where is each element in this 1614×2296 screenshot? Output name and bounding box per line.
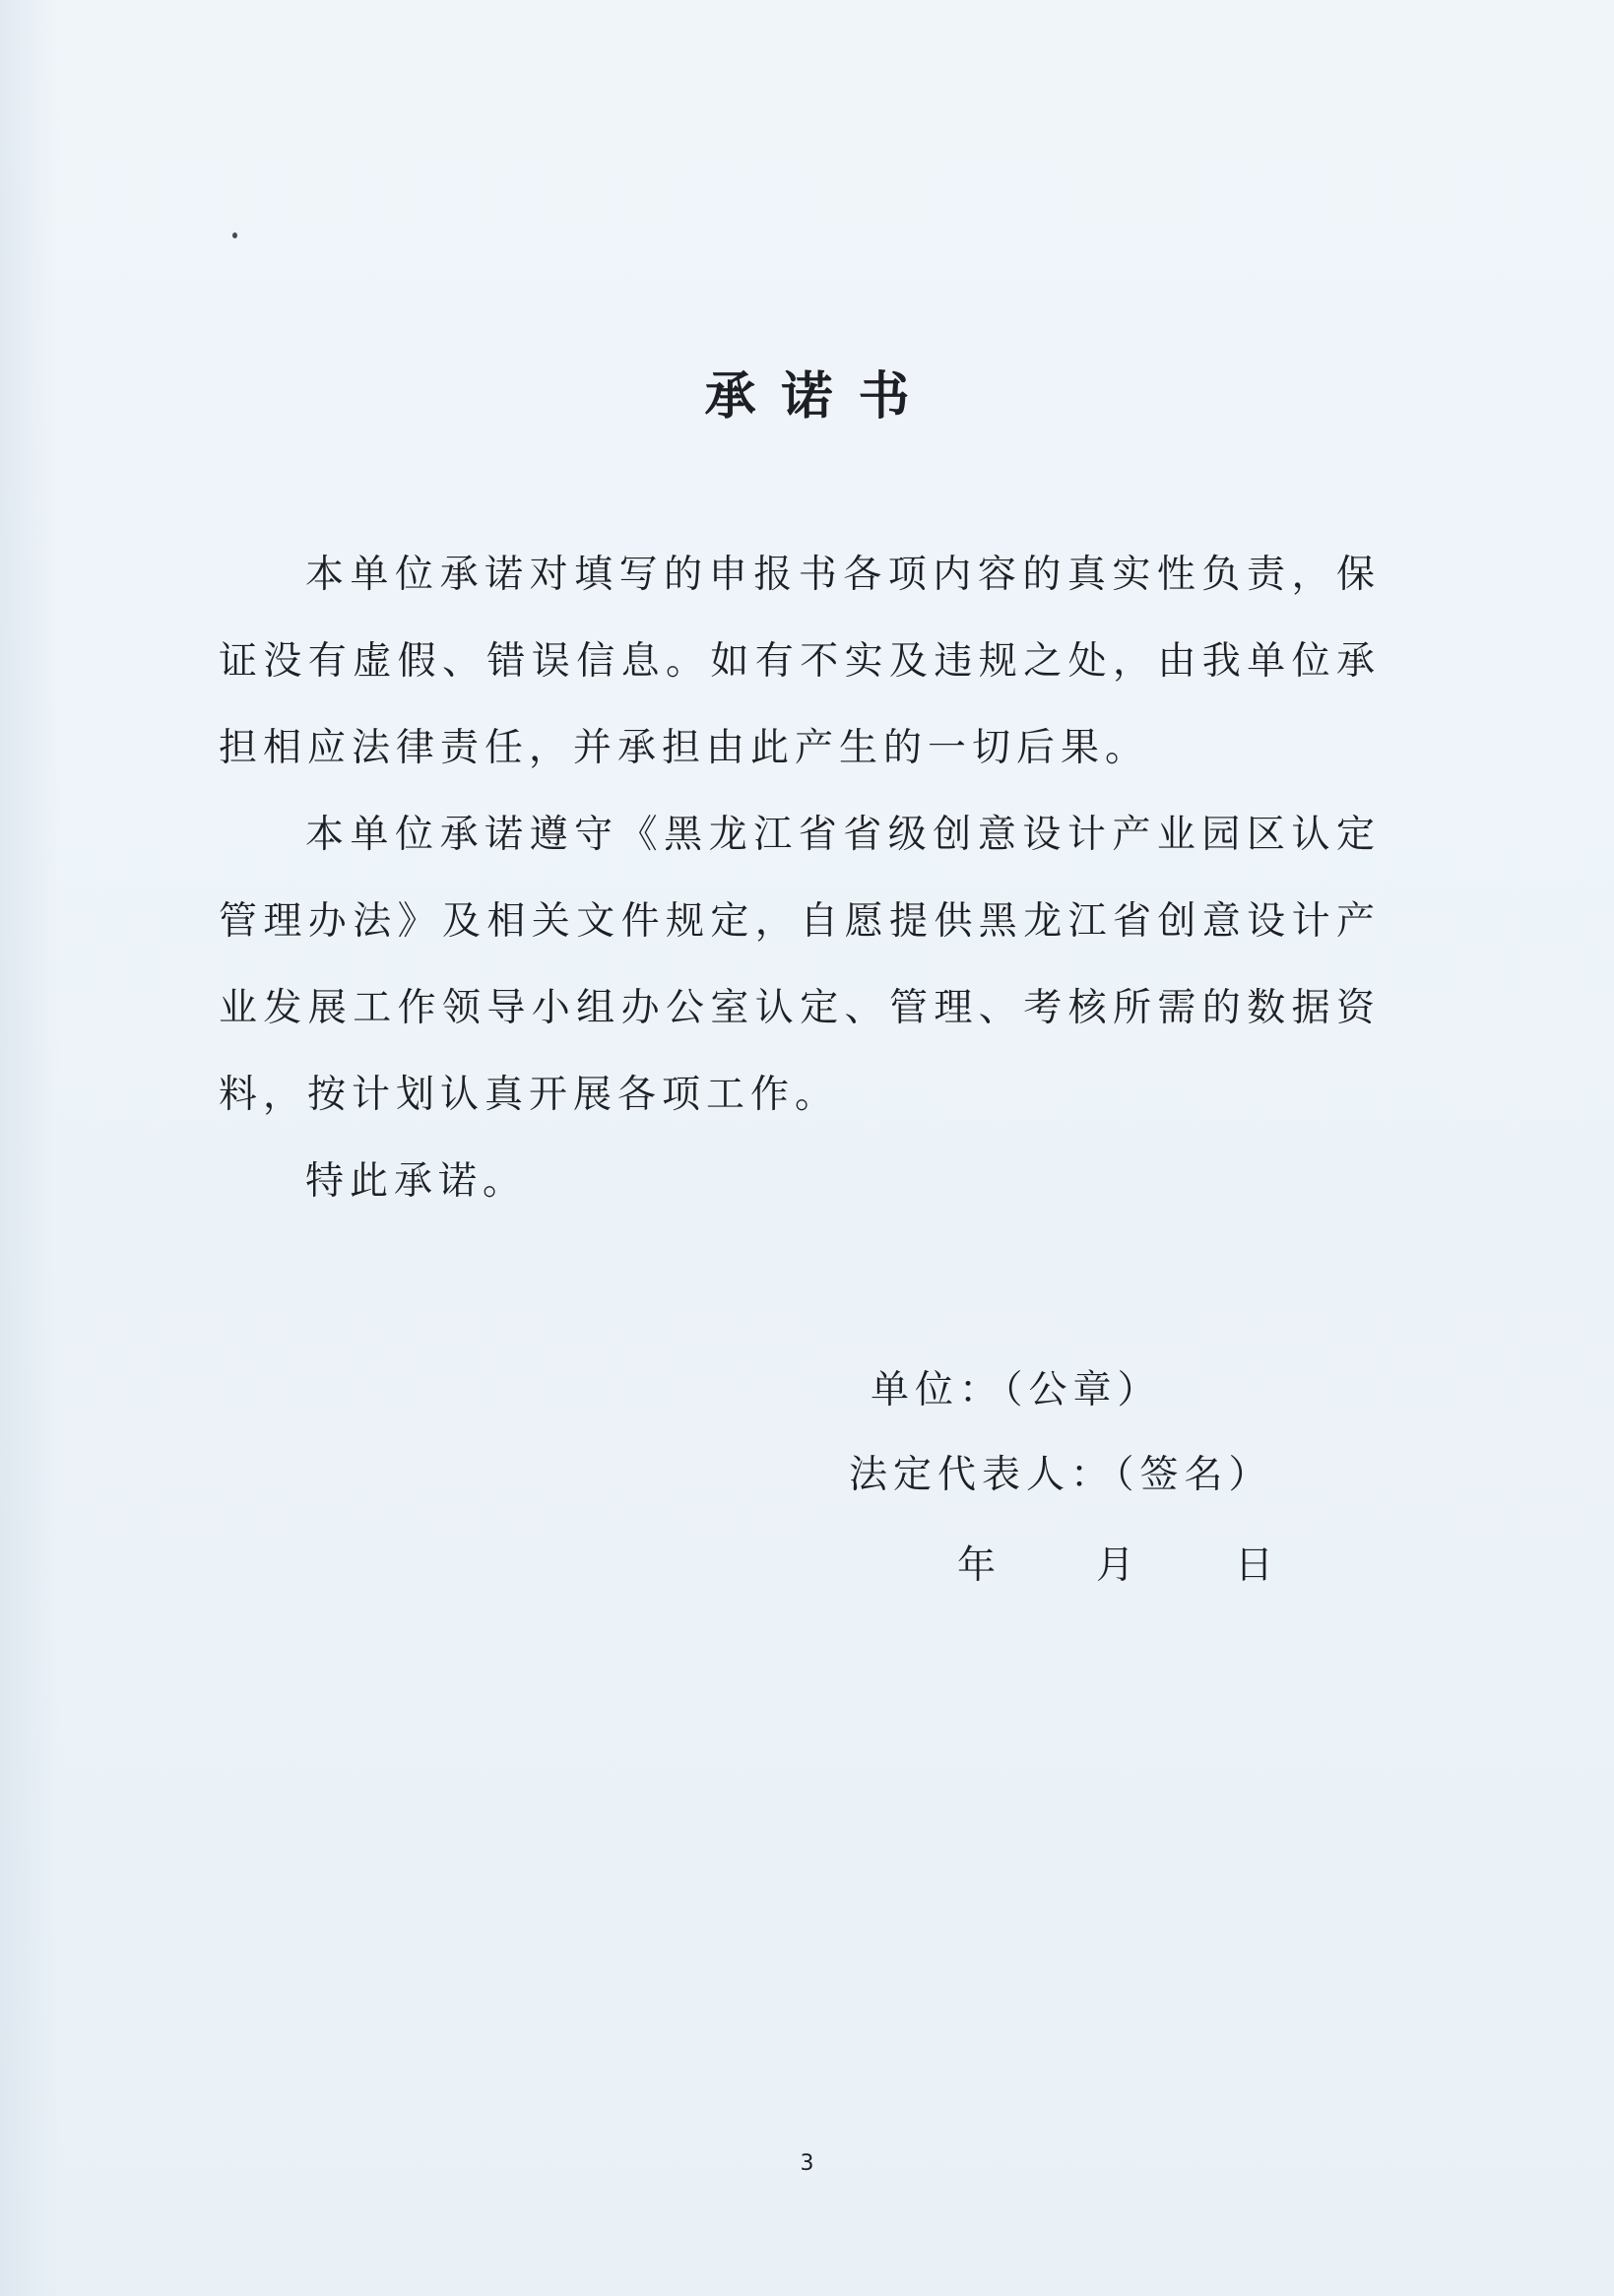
signature-date: [957, 1537, 1279, 1596]
date-year-label: 年: [957, 1543, 1002, 1588]
page-number: 3: [800, 2151, 814, 2176]
paragraph-closing: 特此承诺。: [305, 1159, 528, 1204]
signature-unit: 单位：（公章）: [871, 1368, 1162, 1412]
document-title: 承诺书: [704, 367, 936, 426]
date-day-label: 日: [1235, 1543, 1280, 1588]
document-body: [219, 532, 1381, 1225]
signature-legal-representative: 法定代表人：（签名）: [849, 1453, 1273, 1497]
date-month-label: 月: [1096, 1543, 1141, 1588]
paragraph-commitment-truth: 本单位承诺对填写的申报书各项内容的真实性负责，保证没有虚假、错误信息。如有不实及违规之处，由我单位承担相应法律责任，并承担由此产生的一切后果。: [219, 553, 1381, 770]
paragraph-commitment-compliance: 本单位承诺遵守《黑龙江省省级创意设计产业园区认定管理办法》及相关文件规定，自愿提供黑龙江省创意设计产业发展工作领导小组办公室认定、管理、考核所需的数据资料，按计划认真开展各项工作。: [219, 813, 1381, 1117]
scan-speck: [232, 232, 237, 238]
